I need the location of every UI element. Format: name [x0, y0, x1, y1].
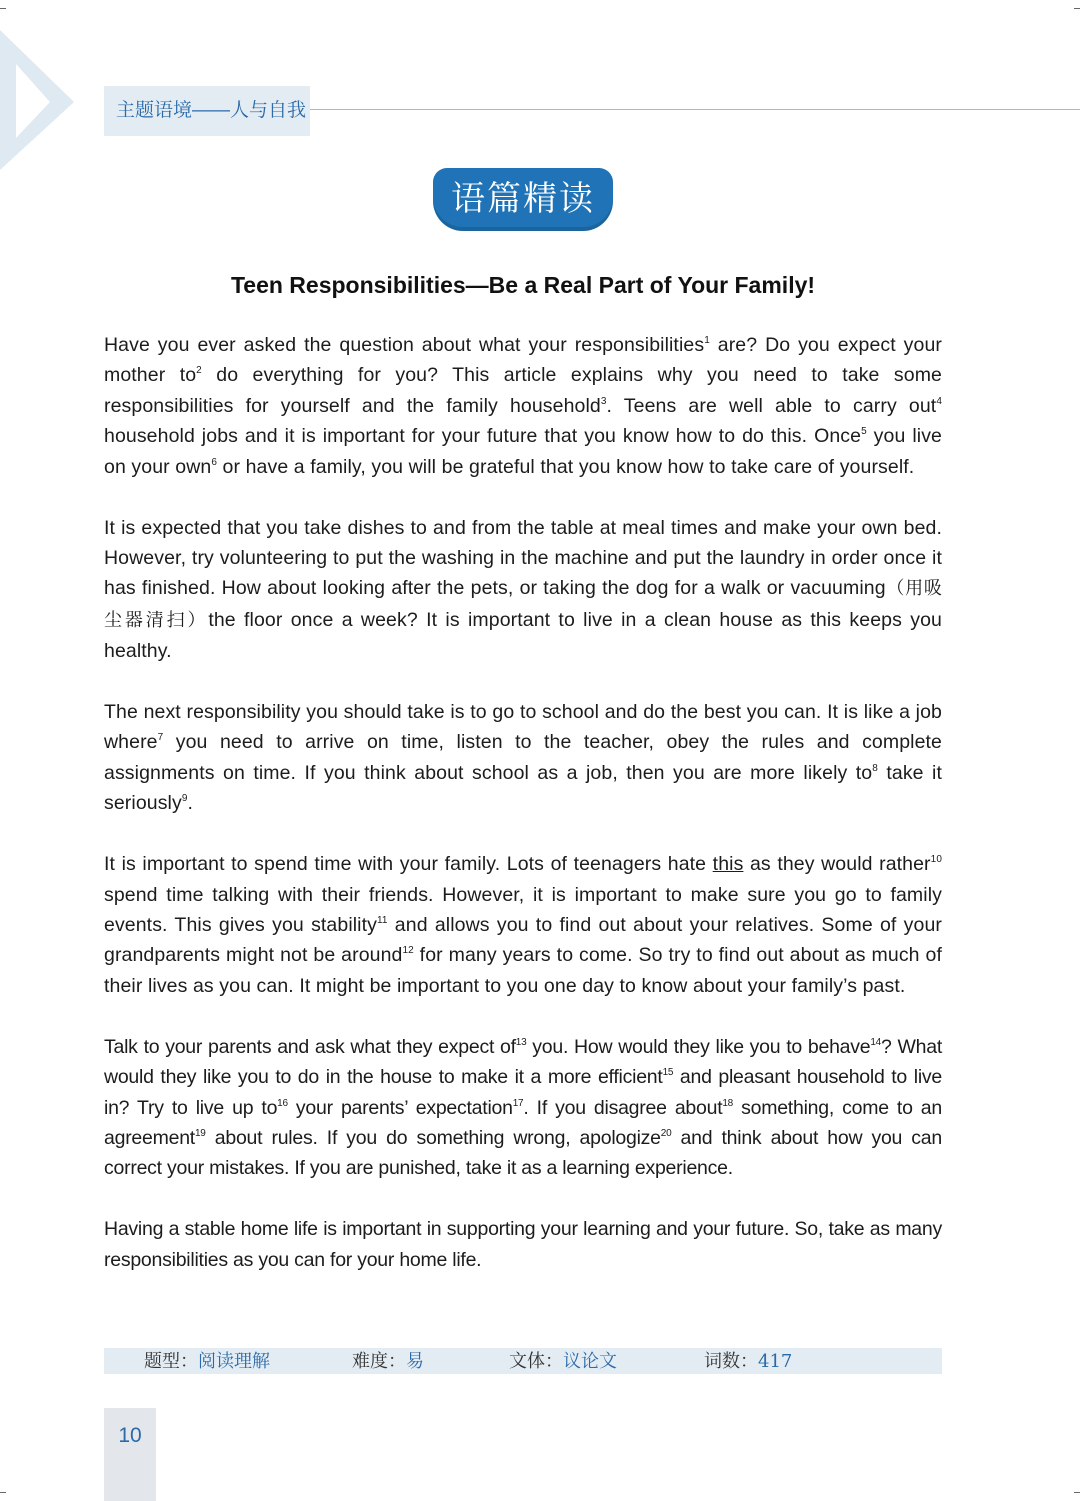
text: are? Do you expect your mother to	[104, 334, 942, 387]
paragraph-4	[104, 849, 942, 1001]
text: the floor once a week? It is important to live in a clean house as this keeps you healthy.	[104, 608, 942, 663]
footnote-ref: 6	[211, 456, 218, 468]
footnote-ref: 11	[377, 915, 388, 926]
footnote-ref: 10	[930, 854, 942, 866]
text: household jobs and it is important for your future that you know how to do this. Once	[104, 425, 862, 448]
info-value: 417	[758, 1351, 793, 1372]
footnote-ref: 4	[936, 395, 942, 407]
info-value: 阅读理解	[198, 1351, 270, 1372]
paragraph-6	[104, 1214, 942, 1275]
text: take it seriously	[104, 761, 942, 815]
footnote-ref: 15	[662, 1067, 674, 1079]
text: and allows you to find out about your relatives. Some of your grandparents might not be around	[104, 914, 942, 967]
text: or have a family, you will be grateful that you know how to take care of yourself.	[217, 455, 915, 478]
header-rule	[310, 109, 1080, 110]
footnote-ref: 5	[861, 426, 867, 438]
info-word-count	[704, 1348, 792, 1375]
text: you need to arrive on time, listen to the teacher, obey the rules and complete assignments on time. If you think about school as a job, then you are more likely to	[104, 731, 942, 784]
paragraph-3	[104, 697, 942, 819]
article-body	[104, 330, 942, 1306]
text: as they would rather	[743, 853, 931, 876]
crop-mark	[1074, 8, 1080, 9]
crop-mark	[1074, 1492, 1080, 1493]
text: about rules. If you do something wrong, apologize	[205, 1126, 661, 1149]
text: .	[187, 792, 194, 815]
info-difficulty	[352, 1348, 424, 1375]
article-title: Teen Responsibilities—Be a Real Part of Your Family!	[230, 272, 816, 298]
footnote-ref: 17	[512, 1097, 524, 1109]
page-number: 10	[104, 1408, 156, 1501]
text: . If you disagree about	[523, 1096, 723, 1119]
text: spend time talking with their friends. However, it is important to make sure you go to family events. This gives you stability	[104, 883, 942, 936]
text: your parents’ expectation	[287, 1096, 513, 1119]
footnote-ref: 8	[872, 762, 878, 774]
text: for many years to come. So try to find out about as much of their lives as you can. It might be important to you one day to know about your family’s past.	[104, 944, 942, 997]
footnote-ref: 12	[402, 945, 414, 957]
footnote-ref: 16	[277, 1097, 288, 1109]
underlined-word: this	[712, 853, 744, 876]
footnote-ref: 9	[181, 793, 188, 805]
paragraph-1	[104, 330, 942, 482]
footnote-ref: 20	[660, 1127, 672, 1139]
info-label: 难度：	[352, 1351, 406, 1371]
topic-tag-label: 主题语境——人与自我	[116, 100, 307, 121]
paragraph-2	[104, 513, 942, 667]
text: Having a stable home life is important in supporting your learning and your future. So, take as many responsibilities as you can for your home life.	[104, 1218, 942, 1271]
info-value: 易	[406, 1351, 424, 1372]
section-badge: 语篇精读	[433, 168, 613, 231]
footnote-ref: 1	[704, 335, 710, 346]
info-label: 词数：	[704, 1351, 758, 1371]
paragraph-5	[104, 1032, 942, 1184]
info-label: 题型：	[144, 1351, 198, 1371]
text: It is expected that you take dishes to and from the table at meal times and make your own bed. However, try volunteering to put the washing in the machine and put the laundry in order once it has finished. How about looking after the pets, or taking the dog for a walk or vacuuming	[104, 516, 942, 600]
text: Have you ever asked the question about what your responsibilities	[104, 334, 705, 356]
footnote-ref: 7	[157, 732, 164, 744]
text: . Teens are well able to carry out	[606, 394, 937, 417]
info-value: 议论文	[563, 1351, 617, 1372]
text: The next responsibility you should take is to go to school and do the best you can. It is like a job where	[104, 701, 942, 754]
text: Talk to your parents and ask what they expect of	[104, 1035, 516, 1058]
info-bar	[104, 1348, 942, 1374]
crop-mark	[0, 1492, 6, 1493]
crop-mark	[0, 8, 6, 9]
footnote-ref: 19	[194, 1127, 206, 1139]
text: It is important to spend time with your family. Lots of teenagers hate	[104, 853, 713, 876]
text: do everything for you? This article explains why you need to take some responsibilities for yourself and the family household	[104, 364, 942, 417]
text: you live on your own	[104, 425, 942, 478]
text: ? What would they like you to do in the house to make it a more efficient	[104, 1035, 942, 1089]
footnote-ref: 14	[870, 1036, 881, 1048]
text: you. How would they like you to behave	[526, 1035, 871, 1058]
footnote-ref: 3	[600, 395, 607, 407]
footnote-ref: 13	[515, 1036, 527, 1048]
text: and pleasant household to live in? Try to live up to	[104, 1066, 942, 1119]
info-genre	[509, 1348, 617, 1375]
chinese-gloss: （用吸尘器清扫）	[104, 578, 942, 631]
info-type	[144, 1348, 270, 1375]
info-label: 文体：	[509, 1351, 563, 1371]
topic-tag	[104, 86, 310, 136]
footnote-ref: 2	[196, 365, 202, 377]
text: something, come to an agreement	[104, 1096, 942, 1149]
footnote-ref: 18	[722, 1097, 733, 1109]
text: and think about how you can correct your mistakes. If you are punished, take it as a learning experience.	[104, 1126, 942, 1180]
corner-decoration	[0, 30, 80, 180]
